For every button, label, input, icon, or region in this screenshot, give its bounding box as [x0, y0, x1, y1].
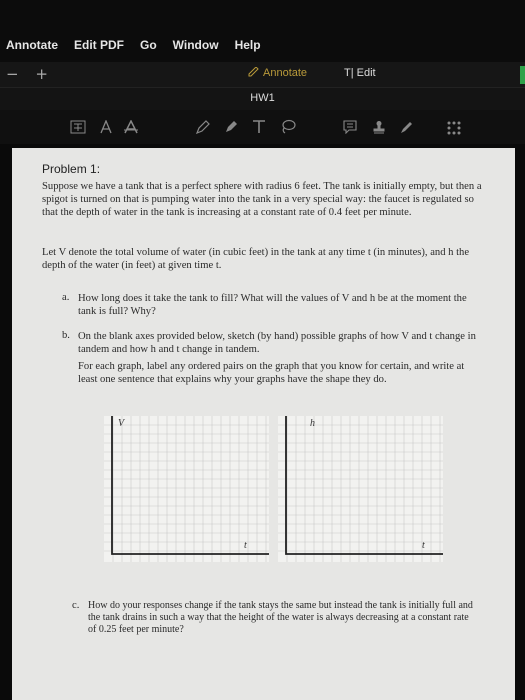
item-b-label: b.	[62, 330, 70, 341]
graph-v-vs-t[interactable]	[104, 416, 269, 562]
lasso-icon[interactable]	[280, 119, 296, 134]
item-a-label: a.	[62, 292, 70, 303]
menu-bar	[0, 0, 525, 62]
stamp-icon[interactable]	[373, 120, 385, 134]
graph2-x-label: t	[422, 540, 425, 551]
graph2-y-label: h	[310, 418, 315, 429]
menu-edit-pdf[interactable]: Edit PDF	[74, 38, 124, 52]
menu-go[interactable]: Go	[140, 38, 157, 52]
font-size-small-icon[interactable]	[100, 120, 112, 134]
item-c-text: How do your responses change if the tank stays the same but instead the tank is initially full and the tank drains in such a way that the height of the water is always decreasing at a constant rate of 0.25 feet per minute?	[88, 600, 473, 635]
pencil-icon	[248, 67, 260, 77]
item-b-text: On the blank axes provided below, sketch (by hand) possible graphs of how V and t change in tandem and how h and t change in tandem.	[78, 331, 476, 355]
font-size-large-icon[interactable]	[124, 120, 138, 134]
text-tool-icon[interactable]	[252, 119, 266, 134]
pencil-icon[interactable]	[196, 120, 210, 134]
document-title: HW1	[250, 92, 275, 104]
graph1-x-label: t	[244, 540, 247, 551]
comment-icon[interactable]	[343, 120, 357, 134]
menu-window[interactable]: Window	[172, 38, 219, 52]
text-style-icon[interactable]	[70, 120, 86, 134]
menu-annotate[interactable]: Annotate	[6, 38, 58, 52]
document-title-bar	[0, 88, 525, 110]
problem-definition: Let V denote the total volume of water (in cubic feet) in the tank at any time t (in minutes), and h the depth of the water (in feet) at given time t.	[42, 247, 470, 271]
side-panel-handle[interactable]	[520, 66, 525, 84]
menu-items	[6, 38, 277, 52]
graph-grid	[278, 416, 443, 562]
item-b-instructions: For each graph, label any ordered pairs on the graph that you know for certain, and write at least one sentence that explains why your graphs have the shape they do.	[78, 361, 465, 385]
pdf-page[interactable]	[12, 148, 515, 700]
tab-annotate-label: Annotate	[263, 67, 308, 79]
annotation-toolbar	[0, 110, 525, 144]
zoom-controls[interactable]: − +	[6, 65, 54, 83]
more-icon[interactable]	[446, 120, 462, 136]
tab-annotate[interactable]	[248, 67, 307, 79]
menu-help[interactable]: Help	[234, 38, 261, 52]
tab-edit[interactable]: T| Edit	[344, 67, 376, 79]
item-a-text: How long does it take the tank to fill? What will the values of V and h be at the moment the tank is full? Why?	[78, 293, 467, 317]
main-toolbar	[0, 62, 525, 88]
problem-intro: Suppose we have a tank that is a perfect sphere with radius 6 feet. The tank is initially empty, but then a spigot is turned on that is pumping water into the tank in a very special way: the faucet is regulated so that the depth of water in the tank is increasing at a constant rate of 0.4 feet per minute.	[42, 181, 482, 218]
item-c-label: c.	[72, 600, 80, 611]
highlighter-icon[interactable]	[224, 120, 238, 134]
pen-icon[interactable]	[400, 120, 414, 134]
graph1-y-label: V	[118, 418, 125, 429]
graph-h-vs-t[interactable]	[278, 416, 443, 562]
problem-heading: Problem 1:	[42, 162, 101, 176]
